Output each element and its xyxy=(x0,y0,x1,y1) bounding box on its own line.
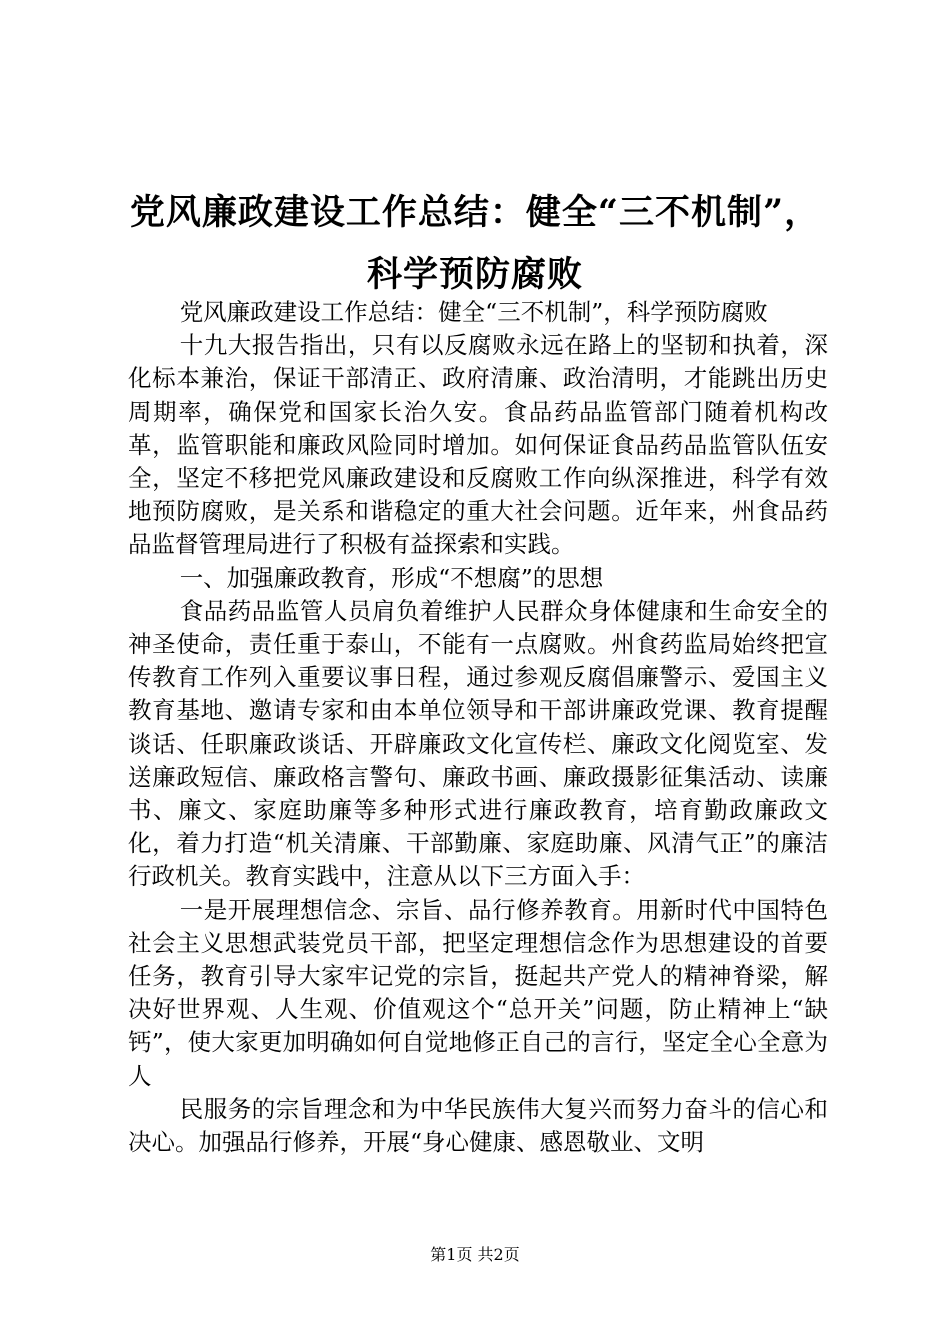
paragraph-intro: 十九大报告指出，只有以反腐败永远在路上的坚韧和执着，深化标本兼治，保证干部清正、政府清廉、政治清明，才能跳出历史周期率，确保党和国家长治久安。食品药品监管部门随着机构改革，监管职能和廉政风险同时增加。如何保证食品药品监管队伍安全，坚定不移把党风廉政建设和反腐败工作向纵深推进，科学有效地预防腐败，是关系和谐稳定的重大社会问题。近年来，州食品药品监督管理局进行了积极有益探索和实践。 xyxy=(128,331,828,559)
paragraph-continued: 民服务的宗旨理念和为中华民族伟大复兴而努力奋斗的信心和决心。加强品行修养，开展“身心健康、感恩敬业、文明 xyxy=(128,1094,828,1157)
title-line-2: 科学预防腐败 xyxy=(366,254,583,295)
paragraph-point-1: 一是开展理想信念、宗旨、品行修养教育。用新时代中国特色社会主义思想武装党员干部，把坚定理想信念作为思想建设的首要任务，教育引导大家牢记党的宗旨，挺起共产党人的精神脊梁，解决好世界观、人生观、价值观这个“总开关”问题，防止精神上“缺钙”，使大家更加明确如何自觉地修正自己的言行，坚定全心全意为人 xyxy=(128,895,828,1090)
section-heading-1: 一、加强廉政教育，形成“不想腐”的思想 xyxy=(179,563,604,592)
document-title xyxy=(110,182,840,306)
page-number: 第1页 共2页 xyxy=(430,1245,520,1264)
paragraph-subtitle: 党风廉政建设工作总结：健全“三不机制”，科学预防腐败 xyxy=(179,298,768,326)
page-footer xyxy=(0,1245,950,1265)
title-line-1: 党风廉政建设工作总结：健全“三不机制”， xyxy=(129,192,821,233)
document-body xyxy=(128,296,828,1159)
paragraph-section-1: 食品药品监管人员肩负着维护人民群众身体健康和生命安全的神圣使命，责任重于泰山，不能有一点腐败。州食药监局始终把宣传教育工作列入重要议事日程，通过参观反腐倡廉警示、爱国主义教育基地、邀请专家和由本单位领导和干部讲廉政党课、教育提醒谈话、任职廉政谈话、开辟廉政文化宣传栏、廉政文化阅览室、发送廉政短信、廉政格言警句、廉政书画、廉政摄影征集活动、读廉书、廉文、家庭助廉等多种形式进行廉政教育，培育勤政廉政文化，着力打造“机关清廉、干部勤廉、家庭助廉、风清气正”的廉洁行政机关。教育实践中，注意从以下三方面入手： xyxy=(128,596,828,891)
